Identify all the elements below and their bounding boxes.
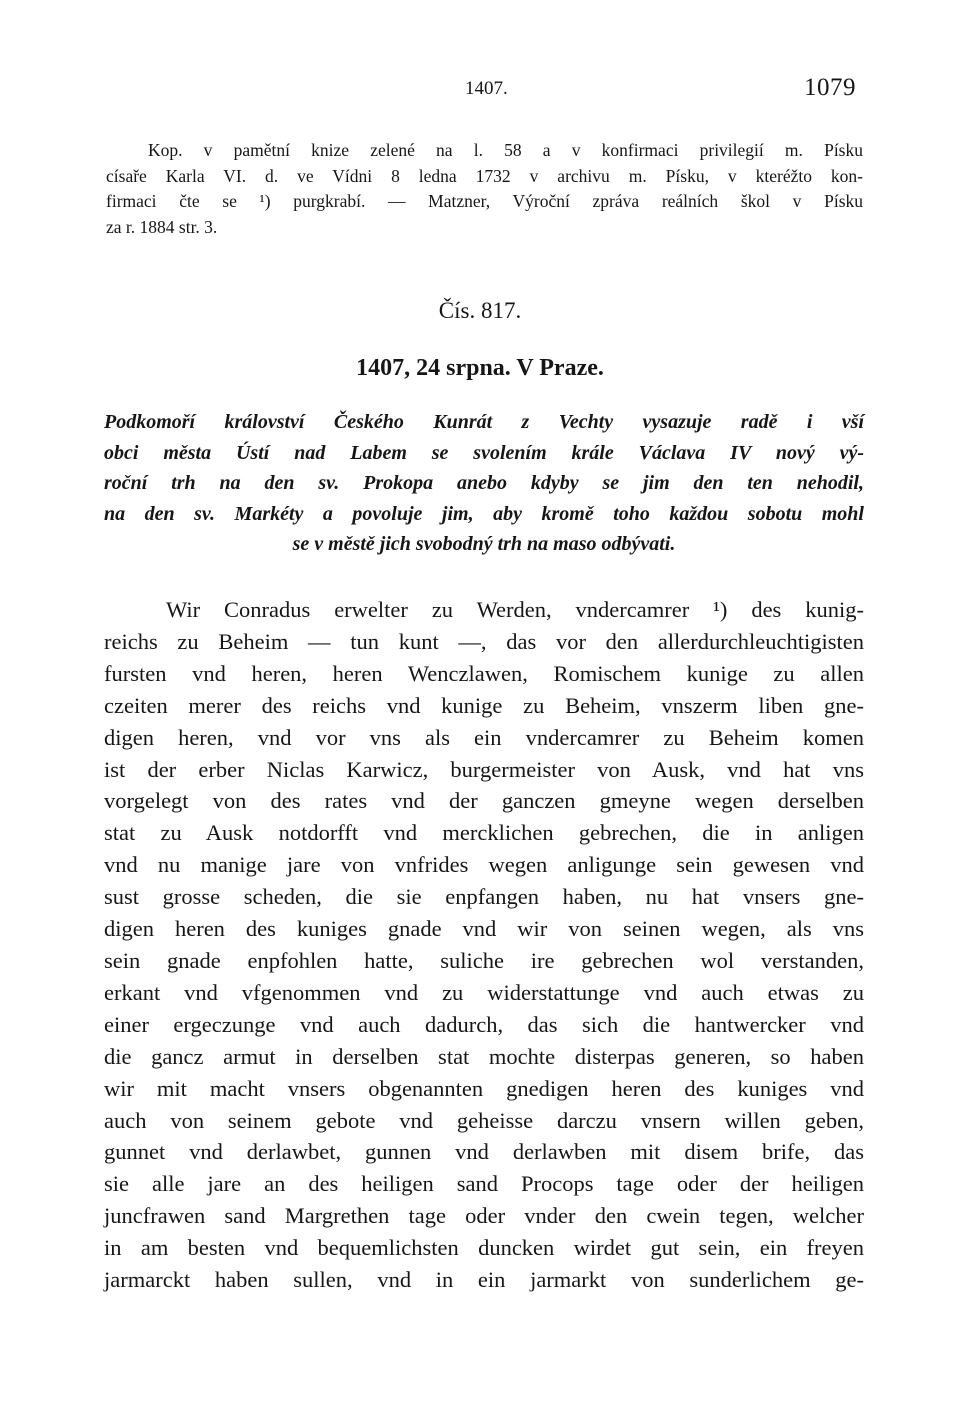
text-line: einer ergeczunge vnd auch dadurch, das sich die hantwercker vnd bbox=[104, 1011, 864, 1037]
text-line: digen heren des kuniges gnade vnd wir von seinen wegen, als vns bbox=[104, 916, 864, 942]
source-note bbox=[106, 138, 863, 240]
text-line: in am besten vnd bequemlichsten duncken wirdet gut sein, ein freyen bbox=[104, 1235, 864, 1261]
text-line: jarmarckt haben sullen, vnd in ein jarmarkt von sunderlichem ge- bbox=[104, 1267, 864, 1293]
charter-text bbox=[104, 594, 864, 1296]
text-line: fursten vnd heren, heren Wenczlawen, Romischem kunige zu allen bbox=[104, 660, 864, 686]
page-number: 1079 bbox=[804, 74, 856, 101]
source-note-line: firmaci čte se ¹) purgkrabí. — Matzner, Výroční zpráva reálních škol v Písku bbox=[106, 191, 863, 211]
regest-line: na den sv. Markéty a povoluje jim, aby kromě toho každou sobotu mohl bbox=[104, 502, 864, 525]
regest-line: se v městě jich svobodný trh na maso odbývati. bbox=[292, 533, 676, 555]
text-line: vorgelegt von des rates vnd der ganczen gmeyne wegen derselben bbox=[104, 788, 864, 814]
document-number: Čís. 817. bbox=[438, 298, 522, 323]
text-line: auch von seinem gebote vnd geheisse darczu vnsern willen geben, bbox=[104, 1107, 864, 1133]
text-line: juncfrawen sand Margrethen tage oder vnder den cwein tegen, welcher bbox=[104, 1203, 864, 1229]
source-note-line: císaře Karla VI. d. ve Vídni 8 ledna 1732 v archivu m. Písku, v kteréžto kon- bbox=[106, 165, 863, 186]
regest-line: Podkomoří království Českého Kunrát z Vechty vysazuje radě i vší bbox=[104, 411, 864, 433]
text-line: czeiten merer des reichs vnd kunige zu Beheim, vnszerm liben gne- bbox=[104, 692, 864, 718]
text-line: sie alle jare an des heiligen sand Procops tage oder der heiligen bbox=[104, 1171, 864, 1197]
text-line: sein gnade enpfohlen hatte, suliche ire gebrechen wol verstanden, bbox=[104, 947, 864, 973]
text-line: Wir Conradus erwelter zu Werden, vndercamrer ¹) des kunig- bbox=[166, 597, 864, 622]
regest-line: obci města Ústí nad Labem se svolením krále Václava IV nový vý- bbox=[104, 441, 864, 464]
text-line: vnd nu manige jare von vnfrides wegen anligunge sein gewesen vnd bbox=[104, 852, 864, 878]
text-line: wir mit macht vnsers obgenannten gnedigen heren des kuniges vnd bbox=[104, 1075, 864, 1101]
text-line: erkant vnd vfgenommen vnd zu widerstattunge vnd auch etwas zu bbox=[104, 979, 864, 1005]
source-note-line: za r. 1884 str. 3. bbox=[106, 216, 218, 237]
regest-line: roční trh na den sv. Prokopa anebo kdyby se jim den ten nehodil, bbox=[104, 472, 864, 494]
regest-summary bbox=[104, 407, 864, 560]
running-head bbox=[0, 74, 960, 104]
running-head-year: 1407. bbox=[465, 78, 508, 99]
text-line: sust grosse scheden, die sie enpfangen haben, nu hat vnsers gne- bbox=[104, 884, 864, 910]
source-note-line: Kop. v pamětní knize zelené na l. 58 a v konfirmaci privilegií m. Písku bbox=[148, 140, 863, 160]
text-line: digen heren, vnd vor vns als ein vndercamrer zu Beheim komen bbox=[104, 724, 864, 750]
document-date-place: 1407, 24 srpna. V Praze. bbox=[356, 355, 604, 381]
text-line: reichs zu Beheim — tun kunt —, das vor den allerdurchleuchtigisten bbox=[104, 628, 864, 654]
text-line: stat zu Ausk notdorfft vnd mercklichen gebrechen, die in anligen bbox=[104, 820, 864, 846]
text-line: gunnet vnd derlawbet, gunnen vnd derlawben mit disem brife, das bbox=[104, 1139, 864, 1165]
text-line: ist der erber Niclas Karwicz, burgermeister von Ausk, vnd hat vns bbox=[104, 756, 864, 782]
text-line: die gancz armut in derselben stat mochte disterpas generen, so haben bbox=[104, 1043, 864, 1069]
